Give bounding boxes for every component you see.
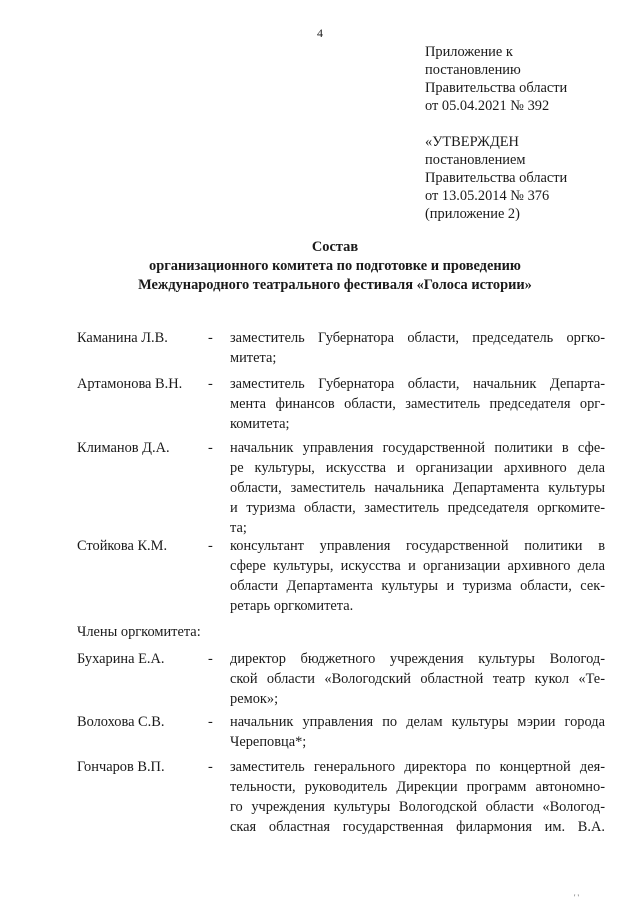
role-line: ремок»; xyxy=(230,691,279,707)
member-role xyxy=(230,536,605,616)
role-line: начальник управления по делам культуры мэрии города xyxy=(230,714,605,730)
entry-dash: - xyxy=(208,759,213,775)
title-line: организационного комитета по подготовке и проведению xyxy=(149,258,521,274)
entry-dash: - xyxy=(208,330,213,346)
entry-dash: - xyxy=(208,376,213,392)
approved-block xyxy=(425,133,630,223)
entry-dash: - xyxy=(208,651,213,667)
role-line: тельности, руководитель Дирекции программ автономно- xyxy=(230,779,605,795)
role-line: ретарь оргкомитета. xyxy=(230,598,354,614)
member-role xyxy=(230,757,605,837)
scan-speck: ' ' xyxy=(574,893,579,902)
appendix-block xyxy=(425,43,630,115)
appendix-line: Приложение к xyxy=(425,44,513,60)
appendix-line: Правительства области xyxy=(425,80,568,96)
role-line: та; xyxy=(230,520,247,536)
approved-line: от 13.05.2014 № 376 xyxy=(425,188,550,204)
role-line: митета; xyxy=(230,350,277,366)
member-role xyxy=(230,328,605,368)
member-name: Артамонова В.Н. xyxy=(77,376,183,392)
role-line: заместитель Губернатора области, начальник Департа- xyxy=(230,376,605,392)
role-line: области Департамента культуры и туризма области, сек- xyxy=(230,578,605,594)
member-role xyxy=(230,374,605,434)
entry-dash: - xyxy=(208,440,213,456)
members-heading: Члены оргкомитета: xyxy=(77,624,201,640)
role-line: Череповца*; xyxy=(230,734,307,750)
approved-line: (приложение 2) xyxy=(425,206,520,222)
member-name: Каманина Л.В. xyxy=(77,330,168,346)
role-line: ская областная государственная филармония им. В.А. xyxy=(230,819,605,835)
role-line: го учреждения культуры Вологодской области «Вологод- xyxy=(230,799,605,815)
role-line: начальник управления государственной политики в сфе- xyxy=(230,440,605,456)
role-line: директор бюджетного учреждения культуры Вологод- xyxy=(230,651,605,667)
role-line: заместитель Губернатора области, председатель оргко- xyxy=(230,330,605,346)
role-line: и туризма области, заместитель председателя оргкомите- xyxy=(230,500,605,516)
member-role xyxy=(230,649,605,709)
member-role xyxy=(230,712,605,752)
member-name: Климанов Д.А. xyxy=(77,440,170,456)
role-line: комитета; xyxy=(230,416,290,432)
member-name: Волохова С.В. xyxy=(77,714,165,730)
approved-line: постановлением xyxy=(425,152,526,168)
role-line: сфере культуры, искусства и организации архивного дела xyxy=(230,558,605,574)
role-line: консультант управления государственной политики в xyxy=(230,538,605,554)
document-title xyxy=(90,238,580,295)
member-name: Гончаров В.П. xyxy=(77,759,165,775)
appendix-line: от 05.04.2021 № 392 xyxy=(425,98,550,114)
role-line: мента финансов области, заместитель председателя орг- xyxy=(230,396,605,412)
role-line: ской области «Вологодский областной театр кукол «Те- xyxy=(230,671,605,687)
entry-dash: - xyxy=(208,538,213,554)
member-name: Бухарина Е.А. xyxy=(77,651,165,667)
role-line: области, заместитель начальника Департамента культуры xyxy=(230,480,605,496)
member-name: Стойкова К.М. xyxy=(77,538,168,554)
title-line: Состав xyxy=(311,239,359,255)
role-line: ре культуры, искусства и организации архивного дела xyxy=(230,460,605,476)
approved-line: Правительства области xyxy=(425,170,568,186)
page-number: 4 xyxy=(317,26,323,40)
entry-dash: - xyxy=(208,714,213,730)
role-line: заместитель генерального директора по концертной дея- xyxy=(230,759,605,775)
appendix-line: постановлению xyxy=(425,62,521,78)
member-role xyxy=(230,438,605,538)
approved-line: «УТВЕРЖДЕН xyxy=(425,134,519,150)
title-line: Международного театрального фестиваля «Голоса истории» xyxy=(138,277,532,293)
